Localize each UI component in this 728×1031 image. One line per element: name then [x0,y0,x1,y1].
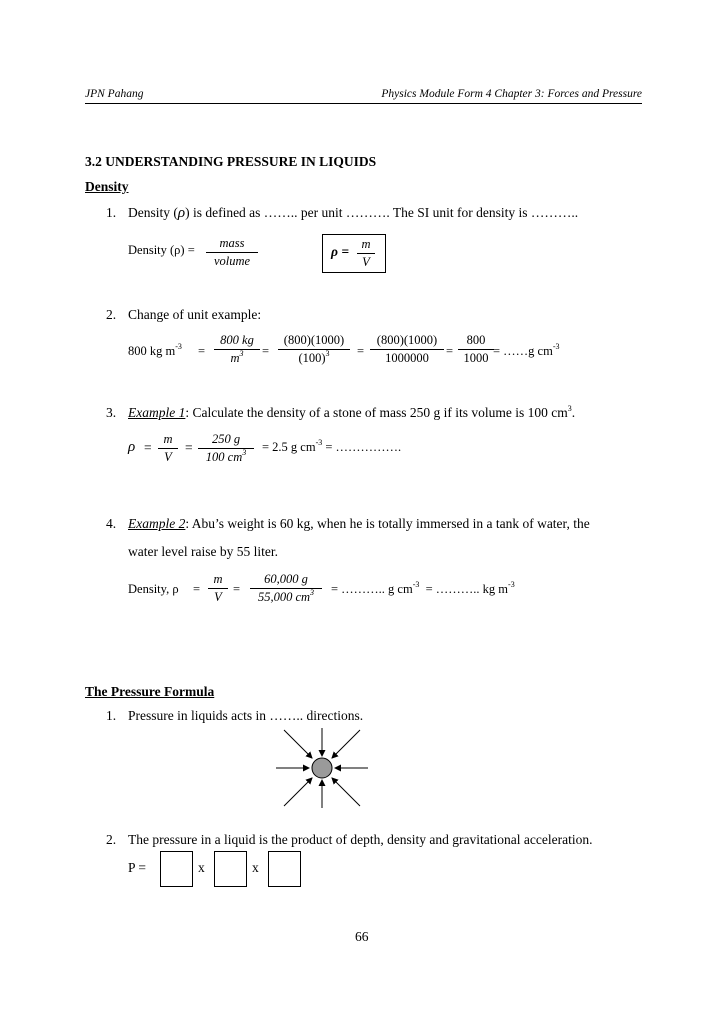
pressure-heading: The Pressure Formula [85,684,215,699]
fraction-numerator: 250 g [211,432,241,446]
result-1-exponent: -3 [412,580,420,589]
header-left: JPN Pahang [85,88,144,100]
unit-fraction-4 [458,333,494,366]
header-right: Physics Module Form 4 Chapter 3: Forces and Pressure [381,88,642,100]
example-label: Example 2 [128,516,186,531]
arrow-bottom-right [332,778,360,806]
example1-eq-2: = [185,440,193,455]
text-end: . [571,405,576,420]
example2-lhs: Density, ρ [128,582,179,596]
depth-box [160,851,193,887]
den-text: 100 cm [205,450,243,464]
item-number: 1. [106,205,117,220]
fraction-denominator: V [158,448,178,465]
arrow-top-left [284,730,312,758]
arrow-top-right [332,730,360,758]
fraction-numerator: (800)(1000) [283,333,345,347]
fraction-denominator [250,588,322,605]
box-fraction [357,237,375,270]
unit-result [493,344,560,359]
den-exponent: 3 [239,349,244,358]
den-text: 55,000 cm [257,590,311,604]
item-number: 4. [106,516,117,531]
unit-fraction-3 [370,333,444,366]
fraction-numerator: 60,000 g [264,572,308,586]
item-text-b: ) is defined as …….. per unit ………. The SI unit for density is ……….. [185,205,579,220]
den-exponent: 3 [310,588,315,597]
result-exponent: -3 [552,342,560,351]
den-exponent: 3 [242,448,247,457]
fraction-numerator: m [163,432,173,446]
result-exponent: -3 [315,438,323,447]
fraction-denominator [214,349,260,366]
unit-fraction-2 [278,333,350,366]
density-heading: Density [85,179,129,194]
item-text: Change of unit example: [128,307,262,322]
den-text: m [230,351,240,365]
density-item-1 [106,205,578,222]
result-text: = 2.5 g cm [262,440,316,454]
fraction-numerator: 800 kg [220,333,254,347]
arrow-bottom-left [284,778,312,806]
pressure-item-2 [106,832,592,848]
pressure-p-label: P = [128,860,146,875]
fraction-denominator [278,349,350,366]
equals-1: = [198,344,206,358]
den-exponent: 3 [325,349,330,358]
item-text-a: Density ( [128,205,178,220]
example2-eq-2: = [233,582,241,596]
lhs-text: 800 kg m [128,344,176,358]
box-denominator: V [357,253,375,270]
item-number: 2. [106,832,117,847]
fraction-denominator [198,448,254,465]
example1-eq-1: = [144,440,152,455]
unit-fraction-1 [214,333,260,366]
box-lhs: ρ = [331,244,350,259]
section-title: 3.2 UNDERSTANDING PRESSURE IN LIQUIDS [85,154,377,169]
item-text: The pressure in a liquid is the product of depth, density and gravitational acceleration. [128,832,593,847]
result-text: = ……g cm [493,344,553,358]
multiply-2: x [252,860,259,875]
density-item-2 [106,307,261,323]
liquid-point-sphere [312,758,332,778]
lhs-exponent: -3 [175,342,182,351]
text-exponent: 3 [567,404,572,413]
equals-4: = [446,344,454,358]
density-item-4-line2: water level raise by 55 liter. [128,544,278,559]
example1-fraction-1 [158,432,178,465]
result-2-exponent: -3 [508,580,515,589]
den-text: (100) [298,351,326,365]
fraction-denominator: 1000000 [370,349,444,366]
example2-fraction-2 [250,572,322,605]
equals-3: = [357,344,365,358]
density-item-4 [106,516,590,532]
header-rule [85,103,642,104]
example2-fraction-1 [208,572,228,605]
fraction-numerator: 800 [466,333,486,347]
example-label: Example 1 [128,405,186,420]
density-box [214,851,247,887]
multiply-1: x [198,860,205,875]
fraction-numerator: mass [219,236,245,250]
item-number: 2. [106,307,117,322]
result-1-text: = ……….. g cm [331,582,413,596]
density-formula-fraction [206,236,258,269]
pressure-directions-diagram [272,718,372,818]
density-item-3 [106,405,575,421]
fraction-denominator: 1000 [458,349,494,366]
rho-symbol: ρ [177,205,186,221]
example1-rho: ρ [128,439,136,455]
item-number: 3. [106,405,117,420]
density-formula-label: Density (ρ) = [128,243,195,257]
gravity-box [268,851,301,887]
fraction-denominator: V [208,588,228,605]
example1-fraction-2 [198,432,254,465]
fraction-denominator: volume [206,252,258,269]
unit-lhs [128,344,182,359]
example1-result [262,440,401,455]
fraction-numerator: m [213,572,223,586]
page-number: 66 [355,929,369,944]
item-text: Pressure in liquids acts in …….. directions. [128,708,364,723]
item-text-line1: : Abu’s weight is 60 kg, when he is totally immersed in a tank of water, the [185,516,590,531]
result-tail: = ……………. [325,440,402,454]
example2-result [331,582,515,597]
result-2-text: = ……….. kg m [425,582,509,596]
equals-2: = [262,344,270,358]
item-text: : Calculate the density of a stone of mass 250 g if its volume is 100 cm [185,405,568,420]
item-number: 1. [106,708,117,723]
box-numerator: m [361,237,371,251]
example2-eq-1: = [193,582,201,596]
fraction-numerator: (800)(1000) [376,333,438,347]
